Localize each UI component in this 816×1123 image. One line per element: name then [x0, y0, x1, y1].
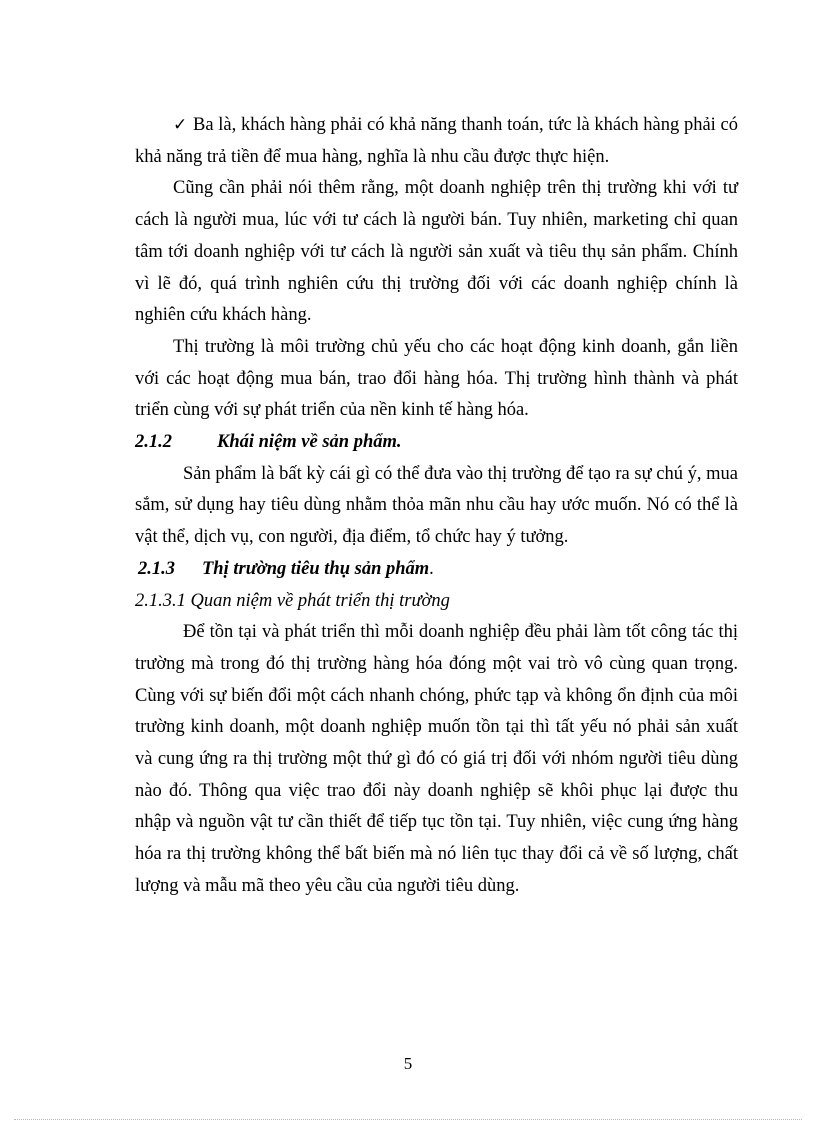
section-title: Thị trường tiêu thụ sản phẩm: [202, 558, 430, 579]
subsection-heading-2-1-3-1: 2.1.3.1 Quan niệm về phát triển thị trường: [135, 590, 450, 611]
paragraph: Cũng cần phải nói thêm rằng, một doanh nghiệp trên thị trường khi với tư cách là người mua, lúc với tư cách là người bán. Tuy nhiên, marketing chỉ quan tâm tới doanh nghiệp với tư cách là người sản xuất và tiêu thụ sản phẩm. Chính vì lẽ đó, quá trình nghiên cứu thị trường đối với các doanh nghiệp chính là nghiên cứu khách hàng.: [135, 178, 738, 326]
section-title: Khái niệm về sản phẩm.: [217, 432, 402, 453]
paragraph-text: Ba là, khách hàng phải có khả năng thanh toán, tức là khách hàng phải có khả năng trả tiền để mua hàng, nghĩa là nhu cầu được thực hiện.: [135, 115, 738, 167]
page-bottom-divider: [14, 1119, 802, 1120]
section-heading-2-1-2: [135, 427, 738, 459]
section-heading-2-1-3: [135, 554, 738, 586]
checkmark-icon: ✓: [173, 115, 188, 135]
bullet-paragraph: [135, 110, 738, 173]
section-title-period: .: [429, 558, 434, 579]
section-number: 2.1.3: [138, 558, 175, 579]
paragraph: Sản phẩm là bất kỳ cái gì có thể đưa vào thị trường để tạo ra sự chú ý, mua sắm, sử dụng hay tiêu dùng nhằm thỏa mãn nhu cầu hay ước muốn. Nó có thể là vật thể, dịch vụ, con người, địa điểm, tổ chức hay ý tưởng.: [135, 463, 738, 548]
paragraph: Thị trường là môi trường chủ yếu cho các hoạt động kinh doanh, gắn liền với các hoạt động mua bán, trao đổi hàng hóa. Thị trường hình thành và phát triển cùng với sự phát triển của nền kinh tế hàng hóa.: [135, 336, 738, 421]
paragraph: Để tồn tại và phát triển thì mỗi doanh nghiệp đều phải làm tốt công tác thị trường mà trong đó thị trường hàng hóa đóng một vai trò vô cùng quan trọng. Cùng với sự biến đổi một cách nhanh chóng, phức tạp và không ổn định của môi trường kinh doanh, một doanh nghiệp muốn tồn tại thì tất yếu nó phải sản xuất và cung ứng ra thị trường một thứ gì đó có giá trị đối với nhóm người tiêu dùng nào đó. Thông qua việc trao đổi này doanh nghiệp sẽ khôi phục lại được thu nhập và nguồn vật tư cần thiết để tiếp tục tồn tại. Tuy nhiên, việc cung ứng hàng hóa ra thị trường không thể bất biến mà nó liên tục thay đổi cả về số lượng, chất lượng và mẫu mã theo yêu cầu của người tiêu dùng.: [135, 622, 738, 896]
page-content: [135, 110, 738, 903]
section-number: 2.1.2: [135, 432, 172, 453]
page-number: 5: [403, 1054, 413, 1073]
